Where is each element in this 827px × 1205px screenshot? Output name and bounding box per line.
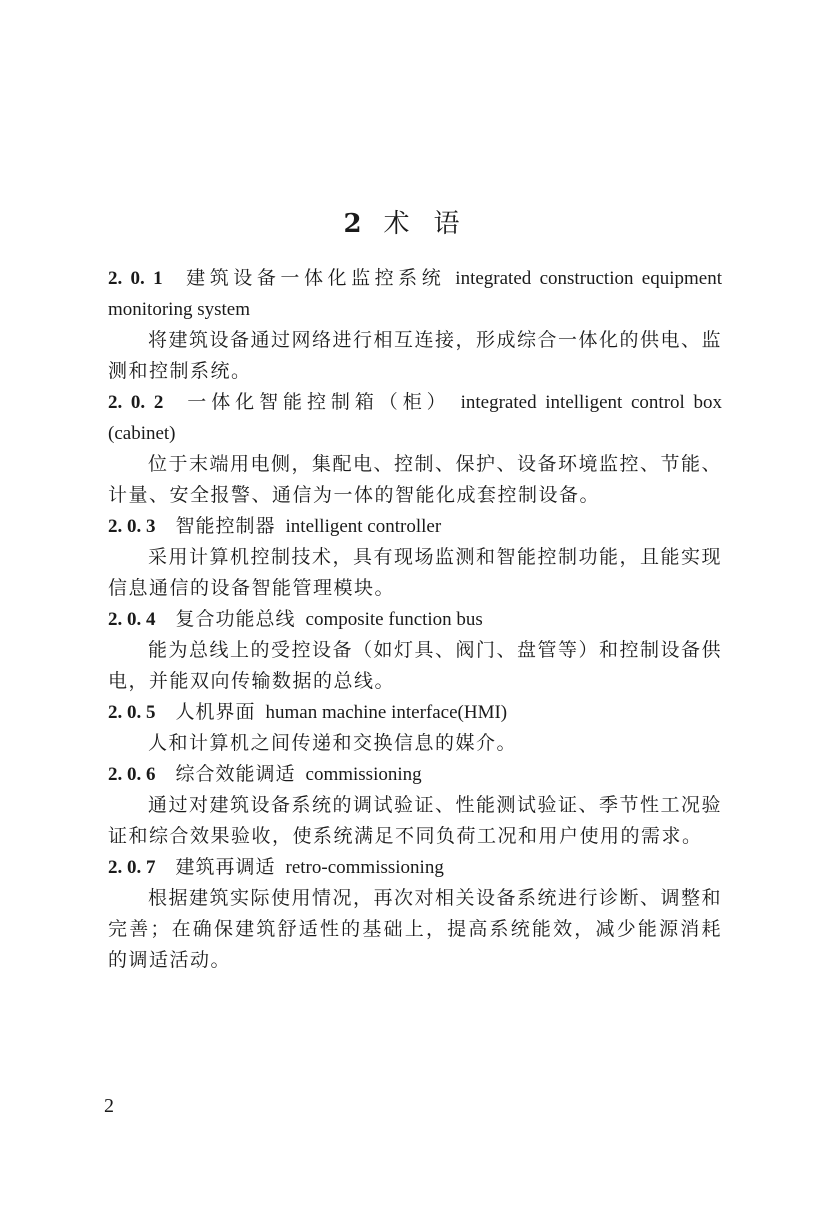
term-number: 2. 0. 7 [108,857,156,878]
term-definition: 通过对建筑设备系统的调试验证、性能测试验证、季节性工况验证和综合效果验收，使系统满足不同负荷工况和用户使用的需求。 [108,794,723,847]
term-entry [108,511,722,604]
term-heading [108,852,722,883]
chapter-title: 术语 [383,209,484,239]
term-number: 2. 0. 2 [108,392,164,413]
term-name-zh: 智能控制器 [175,515,276,537]
terms-list [108,263,722,976]
term-name-en: retro-commissioning [285,857,444,878]
term-heading [108,387,722,449]
term-definition: 人和计算机之间传递和交换信息的媒介。 [148,732,518,754]
term-heading [108,263,722,325]
page-title [0,204,827,244]
term-definition: 位于末端用电侧，集配电、控制、保护、设备环境监控、节能、计量、安全报警、通信为一体的智能化成套控制设备。 [108,453,723,506]
term-name-en: integrated construction equipment monitoring system [108,268,722,320]
term-entry [108,697,722,759]
page-number: 2 [104,1095,114,1117]
term-number: 2. 0. 1 [108,268,163,289]
term-entry [108,387,722,511]
term-definition: 能为总线上的受控设备（如灯具、阀门、盘管等）和控制设备供电，并能双向传输数据的总线。 [108,639,723,692]
term-number: 2. 0. 6 [108,764,156,785]
term-entry [108,604,722,697]
term-heading [108,759,722,790]
term-name-en: human machine interface(HMI) [265,702,508,723]
term-entry [108,852,722,976]
term-name-en: commissioning [305,764,422,785]
term-name-zh: 一体化智能控制箱（柜） [183,391,451,413]
chapter-number: 2 [343,209,362,239]
term-name-zh: 人机界面 [175,701,256,723]
term-name-zh: 综合效能调适 [175,763,296,785]
term-number: 2. 0. 4 [108,609,156,630]
term-definition: 采用计算机控制技术，具有现场监测和智能控制功能，且能实现信息通信的设备智能管理模块。 [108,546,723,599]
term-entry [108,759,722,852]
term-number: 2. 0. 3 [108,516,156,537]
term-heading [108,697,722,728]
term-name-en: integrated intelligent control box (cabinet) [108,392,722,444]
term-definition: 根据建筑实际使用情况，再次对相关设备系统进行诊断、调整和完善；在确保建筑舒适性的基础上，提高系统能效，减少能源消耗的调适活动。 [108,887,723,971]
term-name-en: intelligent controller [285,516,442,537]
term-heading [108,511,722,542]
term-name-zh: 建筑设备一体化监控系统 [182,267,446,289]
term-heading [108,604,722,635]
term-name-zh: 复合功能总线 [175,608,296,630]
term-entry [108,263,722,387]
term-name-zh: 建筑再调适 [175,856,276,878]
term-number: 2. 0. 5 [108,702,156,723]
term-name-en: composite function bus [305,609,483,630]
term-definition: 将建筑设备通过网络进行相互连接，形成综合一体化的供电、监测和控制系统。 [108,329,723,382]
